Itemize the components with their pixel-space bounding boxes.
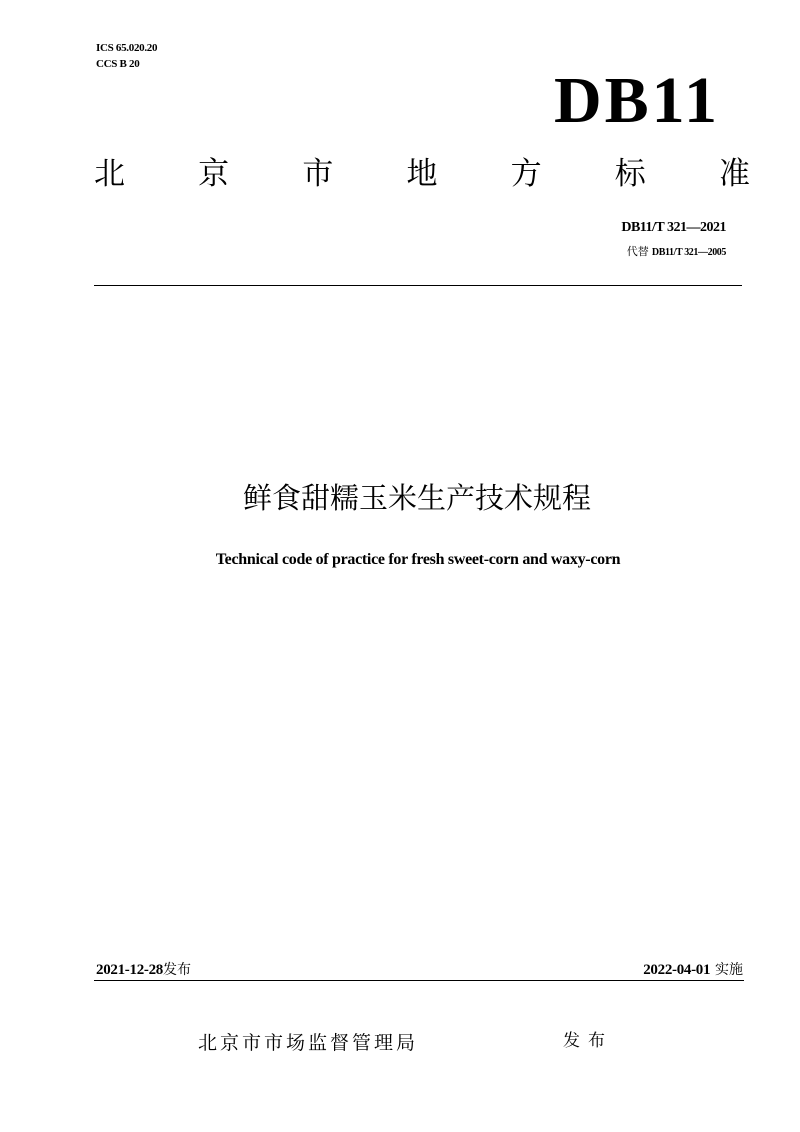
issue-date-line xyxy=(96,958,191,981)
implementation-date: 2022-04-01 xyxy=(643,962,711,978)
standard-type-char: 准 xyxy=(718,156,750,192)
standard-type-char: 方 xyxy=(510,156,542,192)
standard-code-logo: DB11 xyxy=(553,64,720,137)
header-divider xyxy=(94,285,742,286)
standard-type-char: 标 xyxy=(614,156,646,192)
replaces-code: DB11/T 321—2005 xyxy=(651,247,726,258)
issue-label: 发布 xyxy=(163,962,191,978)
implementation-date-line xyxy=(643,958,743,981)
standard-type-char: 京 xyxy=(198,156,230,192)
issue-date: 2021-12-28 xyxy=(96,962,163,978)
standard-number: DB11/T 321—2021 xyxy=(621,220,726,235)
issuing-authority: 北京市市场监督管理局 xyxy=(198,1032,419,1054)
standard-type-char: 市 xyxy=(302,156,334,192)
standard-type-char: 北 xyxy=(94,156,125,192)
issuing-action: 发布 xyxy=(563,1031,613,1051)
footer-divider xyxy=(94,980,744,981)
document-title-english: Technical code of practice for fresh sweet-corn and waxy-corn xyxy=(215,551,621,568)
classification-codes xyxy=(96,40,157,72)
replaces-label: 代替 xyxy=(626,245,649,258)
standard-type-heading xyxy=(94,154,750,194)
standard-type-char: 地 xyxy=(406,156,438,192)
ics-code: ICS 65.020.20 xyxy=(96,42,158,54)
replaces-line xyxy=(627,244,726,261)
implementation-label: 实施 xyxy=(715,962,743,978)
document-title-chinese: 鲜食甜糯玉米生产技术规程 xyxy=(242,481,591,515)
ccs-code: CCS B 20 xyxy=(96,58,140,70)
